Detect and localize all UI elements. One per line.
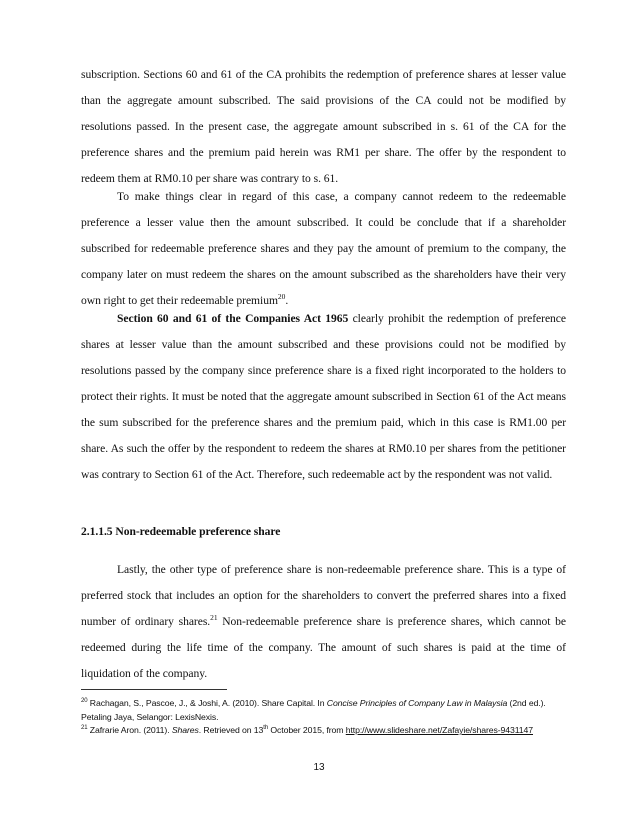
- footnote-20-book-title: Concise Principles of Company Law in Malaysia: [326, 698, 508, 708]
- paragraph-3-text: clearly prohibit the redemption of preference shares at lesser value than the amount subscribed and these provisions could not be modified by resolutions passed by the company since preference share is a fixed right incorporated to the holders to protect their rights. It must be noted that the aggregate amount subscribed in Section 61 of the Act means the sum subscribed for the preference shares and the premium paid, which in this case is RM1.00 per share. As such the offer by the respondent to redeem the shares at RM0.10 per shares from the petitioner was contrary to Section 61 of the Act. Therefore, such redeemable act by the respondent was not valid.: [81, 312, 566, 481]
- footnote-20: [81, 697, 571, 724]
- footnote-21-retrieved: . Retrieved on 13: [198, 725, 264, 736]
- footnote-ref-20[interactable]: 20: [277, 292, 286, 302]
- footnote-21-date: October 2015, from: [268, 725, 346, 736]
- paragraph-2-end: .: [285, 294, 289, 307]
- footnote-divider: [81, 689, 227, 690]
- footnote-21: [81, 724, 571, 738]
- footnote-20-text: Rachagan, S., Pascoe, J., & Joshi, A. (2010). Share Capital. In: [87, 698, 327, 708]
- footnote-21-text: Zafrarie Aron. (2011).: [87, 725, 172, 736]
- footnote-21-ordinal: th: [263, 725, 269, 732]
- page-number: 13: [313, 762, 325, 773]
- footnote-21-title: Shares: [171, 725, 199, 736]
- paragraph-4: [81, 557, 566, 687]
- section-60-61-reference: Section 60 and 61 of the Companies Act 1965: [117, 312, 349, 325]
- footnotes: [81, 697, 571, 738]
- paragraph-2: [81, 184, 566, 314]
- paragraph-2-text: To make things clear in regard of this case, a company cannot redeem to the redeemable preference a lesser value then the amount subscribed. It could be conclude that if a shareholder subscribed for redeemable preference shares and they pay the amount of premium to the company, the company later on must redeem the shares on the amount subscribed as the shareholders have their very own right to get their redeemable premium: [81, 190, 566, 307]
- paragraph-1-text: subscription. Sections 60 and 61 of the CA prohibits the redemption of preference shares at lesser value than the aggregate amount subscribed. The said provisions of the CA could not be modified by resolutions passed. In the present case, the aggregate amount subscribed in s. 61 of the CA for the preference shares and the premium paid herein was RM1 per share. The offer by the respondent to redeem them at RM0.10 per share was contrary to s. 61.: [81, 68, 566, 185]
- paragraph-3: [81, 306, 566, 488]
- paragraph-4-text-a: Lastly, the other type of preference share is non-redeemable preference share. This is a type of preferred stock that includes an option for the shareholders to convert the preferred shares into a fixed number of ordinary shares.: [81, 563, 566, 628]
- footnote-20-publisher: (2nd ed.). Petaling Jaya, Selangor: LexisNexis.: [81, 698, 546, 722]
- footnote-ref-21[interactable]: 21: [210, 613, 218, 623]
- footnote-20-number: 20: [81, 698, 88, 705]
- footnote-21-link[interactable]: http://www.slideshare.net/Zafayie/shares-9431147: [345, 725, 533, 736]
- footnote-21-number: 21: [81, 725, 88, 732]
- paragraph-4-text-b: Non-redeemable preference share is preference shares, which cannot be redeemed during the life time of the company. The amount of such shares is paid at the time of liquidation of the company.: [81, 615, 566, 680]
- paragraph-1: [81, 62, 566, 192]
- section-heading: 2.1.1.5 Non-redeemable preference share: [81, 525, 281, 538]
